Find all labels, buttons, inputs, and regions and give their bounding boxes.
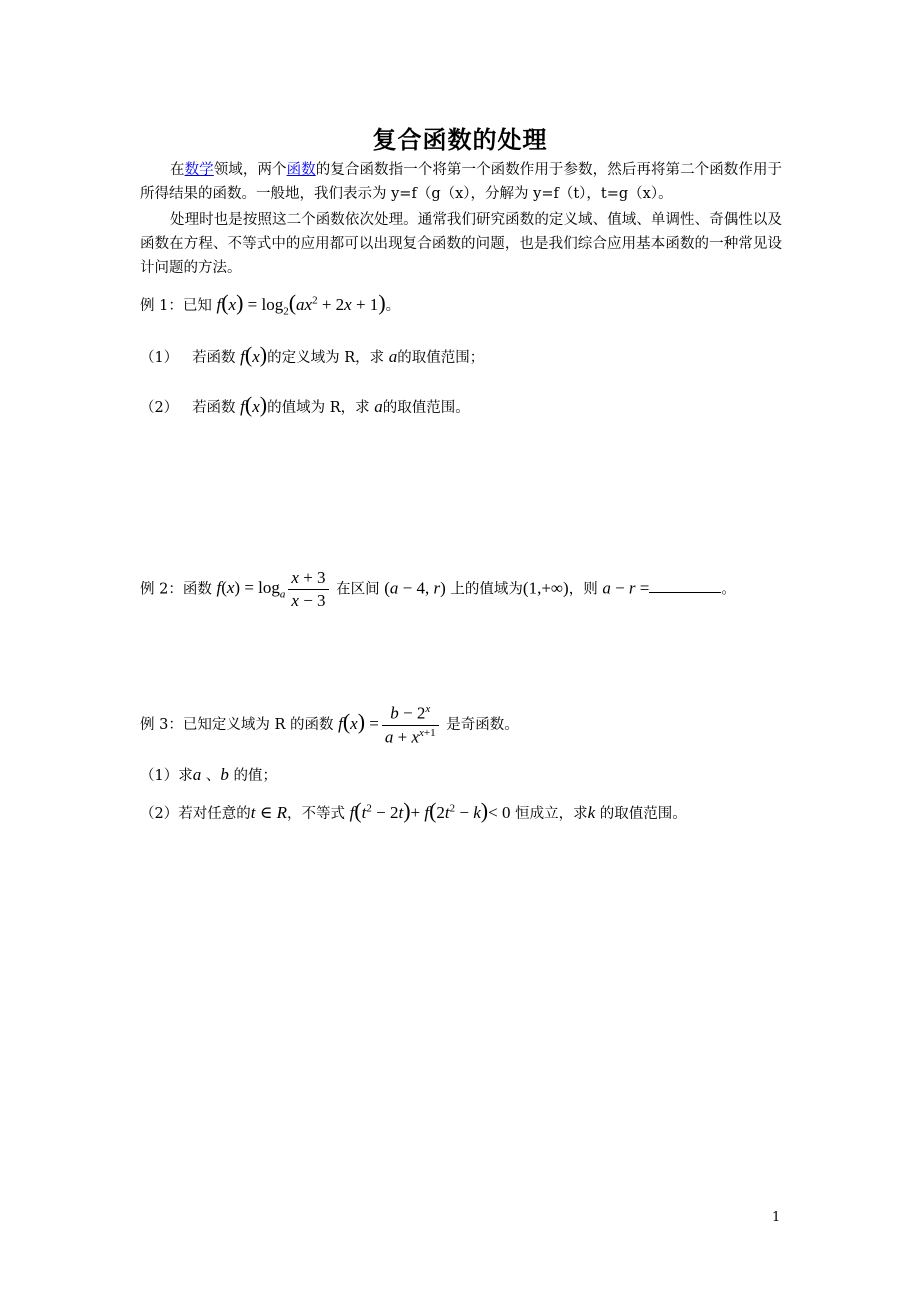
example-1-question-2: （2） 若函数 f(x)的值域为 R，求 a的取值范围。 [140,392,470,417]
intro-paragraph-2: 处理时也是按照这二个函数依次处理。通常我们研究函数的定义域、值域、单调性、奇偶性以及函数在方程、不等式中的应用都可以出现复合函数的问题，也是我们综合应用基本函数的一种常见设计问题的方法。 [140,212,782,276]
page-number: 1 [772,1210,781,1225]
example-2-statement: 例 2：函数 $f(x) = \log_a$ $\frac{x + 3}{x - 3}$ 在区间 (a − 4, r) 上的值域为(1,+∞)，则 a − r = 。 [140,568,736,610]
example-3-question-1: （1）求a 、b 的值； [140,765,277,784]
link-function[interactable]: 函数 [286,162,316,178]
formula: $f(t^2 - 2t)+ f(2t^2 - k)< 0$ [349,798,511,823]
link-math[interactable]: 数学 [184,162,214,178]
answer-blank[interactable] [649,578,721,593]
example-1-question-1: （1） 若函数 f(x)的定义域为 R，求 a的取值范围； [140,342,485,367]
example-3-statement: 例 3：已知定义域为 R 的函数 f(x) = $\frac{b - 2^x}{a + x^{x+1}}$ 是奇函数。 [140,703,519,747]
page-title: 复合函数的处理 [372,125,548,154]
example-3-question-2: （2）若对任意的t ∈ R，不等式 $f(t^2 - 2t)+ f(2t^2 - k)< 0$ 恒成立，求k 的取值范围。 [140,798,687,823]
example-1-statement: 例 1：已知 $f(x) = \log_2(ax^2 + 2x + 1)$。 [140,290,401,318]
formula: f(x) = $\frac{b - 2^x}{a + x^{x+1}}$ [338,714,442,733]
formula: $f(x) = \log_2(ax^2 + 2x + 1)$ [216,290,386,318]
formula: $f(x) = \log_a$ $\frac{x + 3}{x - 3}$ [216,578,331,597]
intro-paragraph-1: 在数学领域，两个函数的复合函数指一个将第一个函数作用于参数，然后再将第二个函数作用于所得结果的函数。一般地，我们表示为 y=f（g（x），分解为 y=f（t），t=g（x）。 [140,162,783,202]
